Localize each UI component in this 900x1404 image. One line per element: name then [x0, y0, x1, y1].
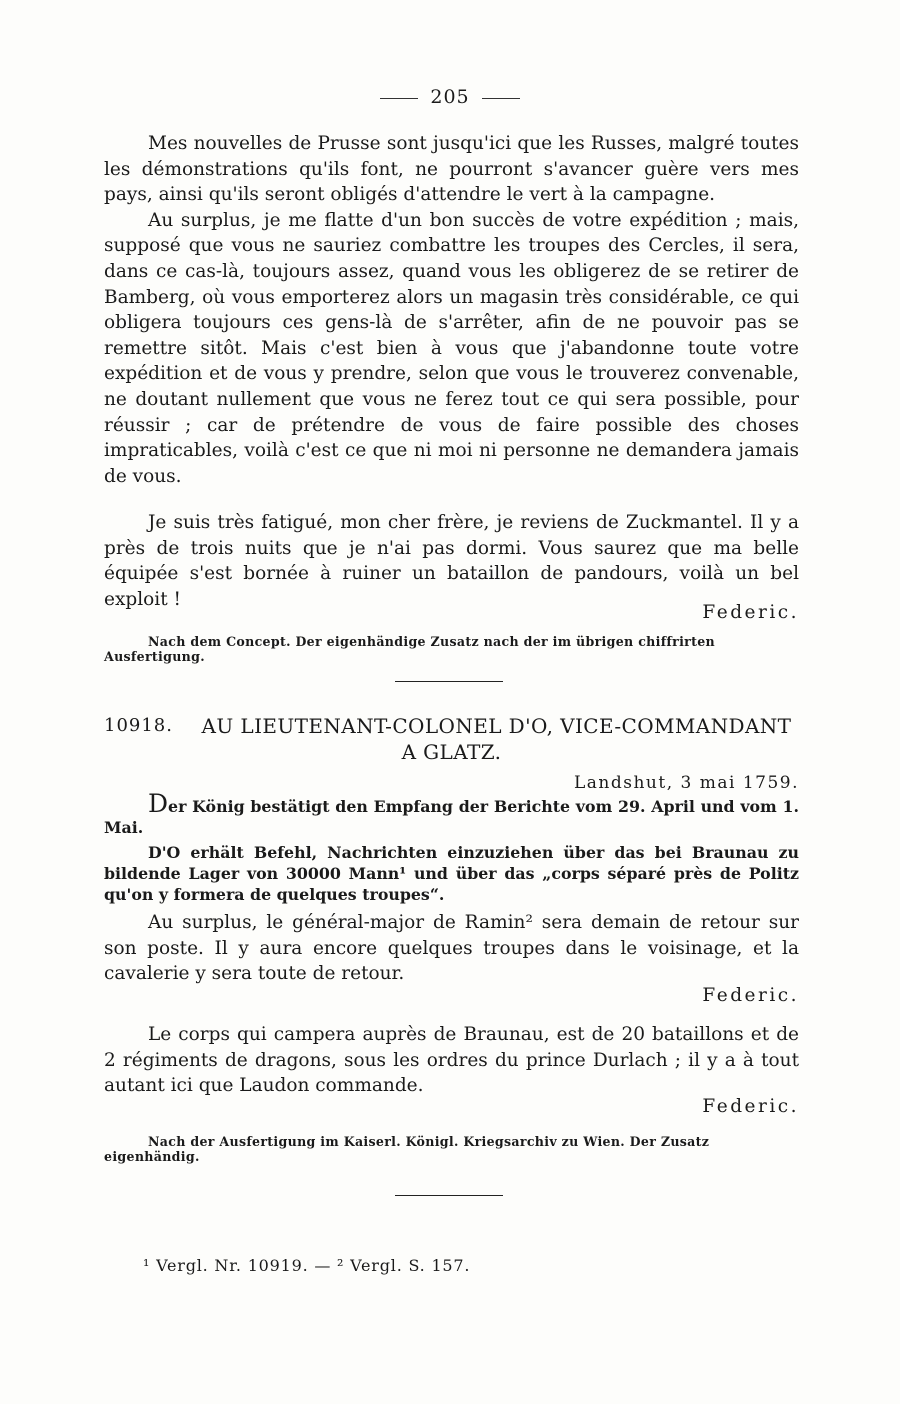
summary-1-text: er König bestätigt den Empfang der Berichte vom 29. April und vom 1. Mai. [104, 797, 799, 837]
letter2-signature-1: Federic. [702, 985, 799, 1006]
letter2-source-note: Nach der Ausfertigung im Kaiserl. Königl. Kriegsarchiv zu Wien. Der Zusatz eigenhändig. [104, 1134, 710, 1164]
letter-number: 10918. [104, 715, 173, 736]
letter1-source-note: Nach dem Concept. Der eigenhändige Zusatz nach der im übrigen chiffrirten Ausfertigung. [104, 634, 715, 664]
header-dash-left [380, 98, 418, 99]
footnote: ¹ Vergl. Nr. 10919. — ² Vergl. S. 157. [143, 1256, 471, 1275]
place-date: Landshut, 3 mai 1759. [574, 773, 799, 793]
letter2-body-1 [104, 910, 799, 987]
letter2-title-line1: AU LIEUTENANT-COLONEL D'O, VICE-COMMANDANT [201, 714, 792, 738]
summary-paragraph-2: D'O erhält Befehl, Nachrichten einzuziehen über das bei Braunau zu bildende Lager von 30000 Mann¹ und über das „corps séparé près de Politz qu'on y formera de quelques troupes“. [104, 843, 799, 904]
letter2-heading [104, 713, 799, 765]
letter1-paragraph-1: Mes nouvelles de Prusse sont jusqu'ici que les Russes, malgré toutes les démonstrations qu'ils font, ne pourront s'avancer guère vers mes pays, ainsi qu'ils seront obligés d'attendre le vert à la campagne. [104, 133, 799, 206]
letter1-paragraph-2: Au surplus, je me flatte d'un bon succès de votre expédition ; mais, supposé que vous ne sauriez combattre les troupes des Cercles, il sera, dans ce cas-là, toujours assez, quand vous les obligerez de se retirer de Bamberg, où vous emporterez alors un magasin très considérable, ce qui obligera toujours ces gens-là de s'arrêter, afin de ne pouvoir pas se remettre sitôt. Mais c'est bien à vous que j'abandonne toute votre expédition et de vous y prendre, selon que vous le trouverez convenable, ne doutant nullement que vous ne ferez tout ce qui sera possible, pour réussir ; car de prétendre de vous de faire possible des choses impraticables, voilà c'est ce que ni moi ni personne ne demandera jamais de vous. [104, 209, 799, 487]
page-number-header [0, 86, 900, 108]
section-divider [395, 681, 503, 682]
letter1-paragraph-3: Je suis très fatigué, mon cher frère, je reviens de Zuckmantel. Il y a près de trois nuits que je n'ai pas dormi. Vous saurez que ma belle équipée s'est bornée à ruiner un bataillon de pandours, voilà un bel exploit ! [104, 512, 799, 610]
summary-paragraph-1 [104, 789, 799, 838]
letter2-paragraph-1: Au surplus, le général-major de Ramin² sera demain de retour sur son poste. Il y aura encore quelques troupes dans le voisinage, et la cavalerie y sera toute de retour. [104, 912, 799, 985]
footnote-divider [395, 1195, 503, 1196]
letter1-postscript [104, 510, 799, 612]
header-dash-right [482, 98, 520, 99]
letter2-paragraph-2: Le corps qui campera auprès de Braunau, est de 20 bataillons et de 2 régiments de dragons, sous les ordres du prince Durlach ; il y a à tout autant ici que Laudon commande. [104, 1024, 799, 1097]
page-number: 205 [430, 86, 470, 108]
letter1-body [104, 131, 799, 489]
letter2-body-2 [104, 1022, 799, 1099]
letter2-title-line2: A GLATZ. [401, 740, 502, 764]
drop-letter: D [148, 789, 169, 818]
letter2-signature-2: Federic. [702, 1096, 799, 1117]
letter1-signature: Federic. [702, 602, 799, 623]
letter2-summary [104, 789, 799, 905]
